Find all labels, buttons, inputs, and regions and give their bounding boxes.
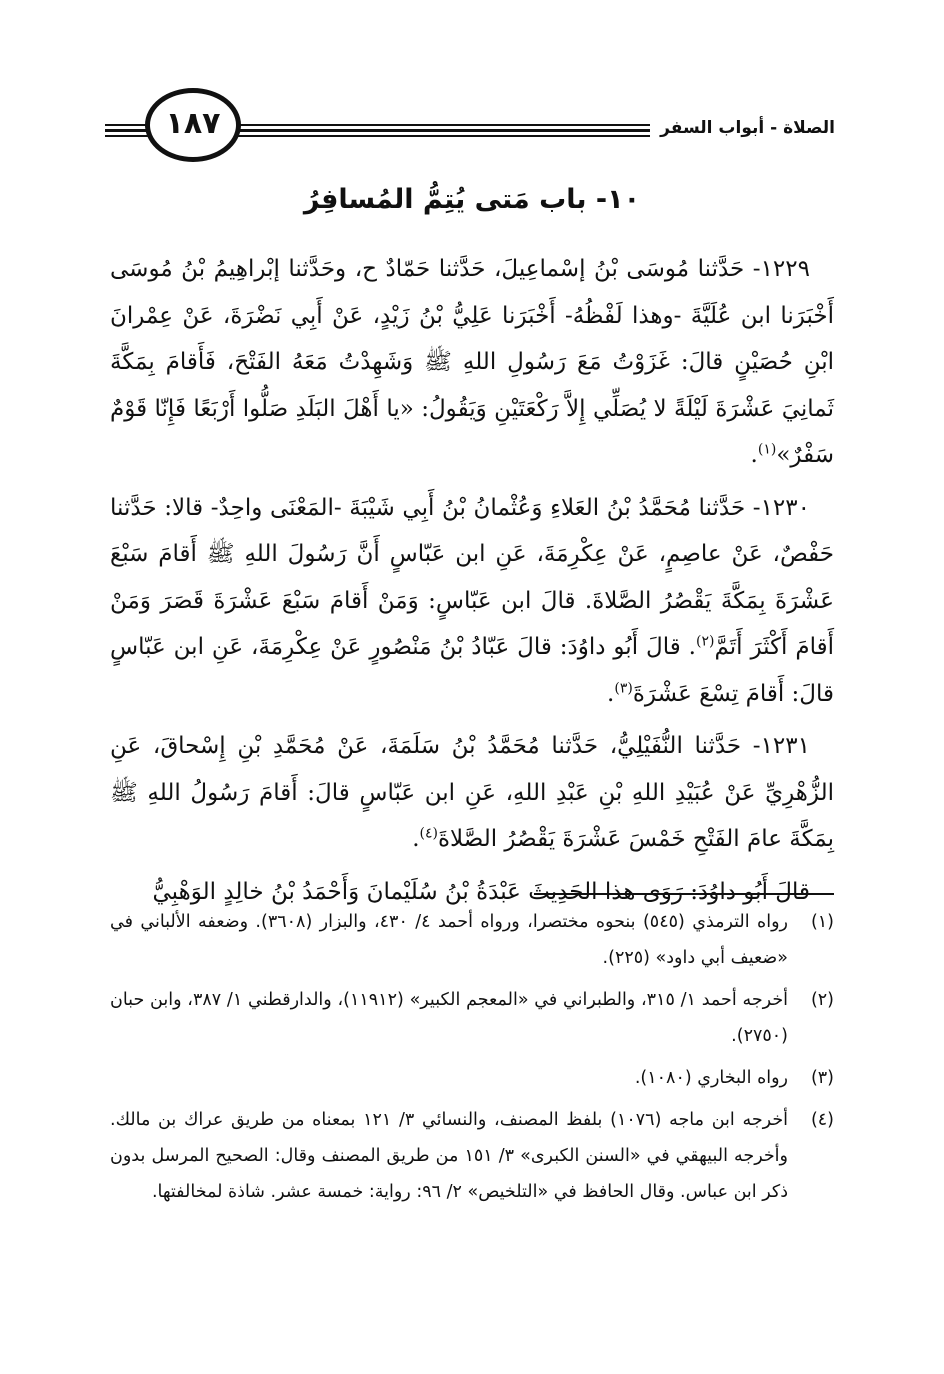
footnote-number: (٣): [810, 1068, 834, 1088]
footnote-number: (٢): [810, 990, 834, 1010]
footnote-text: أخرجه ابن ماجه (١٠٧٦) بلفظ المصنف، والنسائي ٣/ ١٢١ بمعناه من طريق عراك بن مالك. وأخرجه البيهقي في «السنن الكبرى» ٣/ ١٥١ من طريق المصنف وقال: الصحيح المرسل بدون ذكر ابن عباس. وقال الحافظ في «التلخيص» ٢/ ٩٦: رواية: خمسة عشر. شاذة لمخالفتها.: [110, 1110, 788, 1202]
footnote: [110, 904, 834, 976]
paragraph-tail: .: [607, 680, 615, 707]
footnote-number: (١): [810, 912, 834, 932]
hadith-paragraph: [110, 485, 834, 718]
main-text: [110, 246, 834, 921]
footnote-ref: (٣): [614, 679, 633, 696]
footnote: [110, 982, 834, 1054]
hadith-paragraph: [110, 723, 834, 863]
hadith-paragraph: [110, 246, 834, 479]
paragraph-tail: .: [412, 826, 420, 852]
footnote-ref: (٤): [419, 825, 438, 842]
paragraph-text: ١٢٣١- حَدَّثنا النُّفَيْلِيُّ، حَدَّثنا مُحَمَّدُ بْنُ سَلَمَةَ، عَنْ مُحَمَّدِ بْنِ إِسْحاقَ، عَنِ الزُّهْرِيِّ عَنْ عُبَيْدِ اللهِ بْنِ عَبْدِ اللهِ، عَنِ ابن عَبّاسٍ قالَ: أَقامَ رَسُولُ اللهِ ﷺ بِمَكَّةَ عامَ الفَتْحِ خَمْسَ عَشْرَةَ يَقْصُرُ الصَّلاةَ: [110, 733, 834, 852]
paragraph-tail: . قالَ أَبُو داوُدَ: قالَ عَبّادُ بْنُ مَنْصُورٍ عَنْ عِكْرِمَةَ، عَنِ ابن عَبّاسٍ قالَ: أَقامَ تِسْعَ عَشْرَةَ: [110, 634, 834, 707]
page-header: [105, 88, 835, 168]
footnote-ref: (١): [757, 441, 777, 458]
footnote-number: (٤): [810, 1110, 834, 1130]
footnote-text: أخرجه أحمد ١/ ٣١٥، والطبراني في «المعجم الكبير» (١١٩١٢)، والدارقطني ١/ ٣٨٧، وابن حبان (٢٧٥٠).: [110, 990, 788, 1046]
paragraph-text: ١٢٣٠- حَدَّثنا مُحَمَّدُ بْنُ العَلاءِ وَعُثْمانُ بْنُ أَبِي شَيْبَةَ -المَعْنَى واحِدٌ- قالا: حَدَّثنا حَفْصٌ، عَنْ عاصِمٍ، عَنْ عِكْرِمَةَ، عَنِ ابن عَبّاسٍ أَنَّ رَسُولَ اللهِ ﷺ أَقامَ سَبْعَ عَشْرَةَ بِمَكَّةَ يَقْصُرُ الصَّلاةَ. قالَ ابن عَبّاسٍ: وَمَنْ أَقامَ سَبْعَ عَشْرَةَ قَصَرَ وَمَنْ أَقامَ أَكْثَرَ أَتَمَّ: [110, 494, 835, 660]
chapter-title: ١٠- باب مَتى يُتِمُّ المُسافِرُ: [303, 184, 641, 215]
paragraph-text: قالَ أَبُو داوُدَ: رَوَى هذا الحَدِيثَ عَبْدَةُ بْنُ سُلَيْمانَ وَأَحْمَدُ بْنُ خالِدٍ الوَهْبِيُّ: [152, 878, 810, 905]
page-number: ١٨٧: [145, 88, 241, 162]
footnote-separator: [534, 893, 834, 895]
running-title: الصلاة - أبواب السفر: [650, 110, 835, 146]
footnote-text: رواه الترمذي (٥٤٥) بنحوه مختصرا، ورواه أحمد ٤/ ٤٣٠، والبزار (٣٦٠٨). وضعفه الألباني في «ضعيف أبي داود» (٢٢٥).: [110, 912, 788, 968]
paragraph-text: ١٢٢٩- حَدَّثنا مُوسَى بْنُ إسْماعِيلَ، حَدَّثنا حَمّادٌ ح، وحَدَّثنا إبْراهِيمُ بْنُ مُوسَى أَخْبَرَنا ابن عُلَيَّةَ -وهذا لَفْظُهُ- أَخْبَرَنا عَلِيُّ بْنُ زَيْدٍ، عَنْ أَبِي نَضْرَةَ، عَنْ عِمْرانَ ابْنِ حُصَيْنٍ قالَ: غَزَوْتُ مَعَ رَسُولِ اللهِ ﷺ وَشَهِدْتُ مَعَهُ الفَتْحَ، فَأَقامَ بِمَكَّةَ ثَمانِيَ عَشْرَةَ لَيْلَةً لا يُصَلِّي إِلاَّ رَكْعَتَيْنِ وَيَقُولُ: «يا أَهْلَ البَلَدِ صَلُّوا أَرْبَعًا فَإِنّا قَوْمٌ سَفْرٌ»: [110, 256, 834, 468]
footnotes: [110, 904, 834, 1216]
paragraph-tail: .: [750, 442, 758, 468]
footnote: [110, 1060, 834, 1096]
footnote-text: رواه البخاري (١٠٨٠).: [634, 1068, 788, 1088]
footnote-ref: (٢): [695, 633, 715, 650]
footnote: [110, 1102, 834, 1210]
